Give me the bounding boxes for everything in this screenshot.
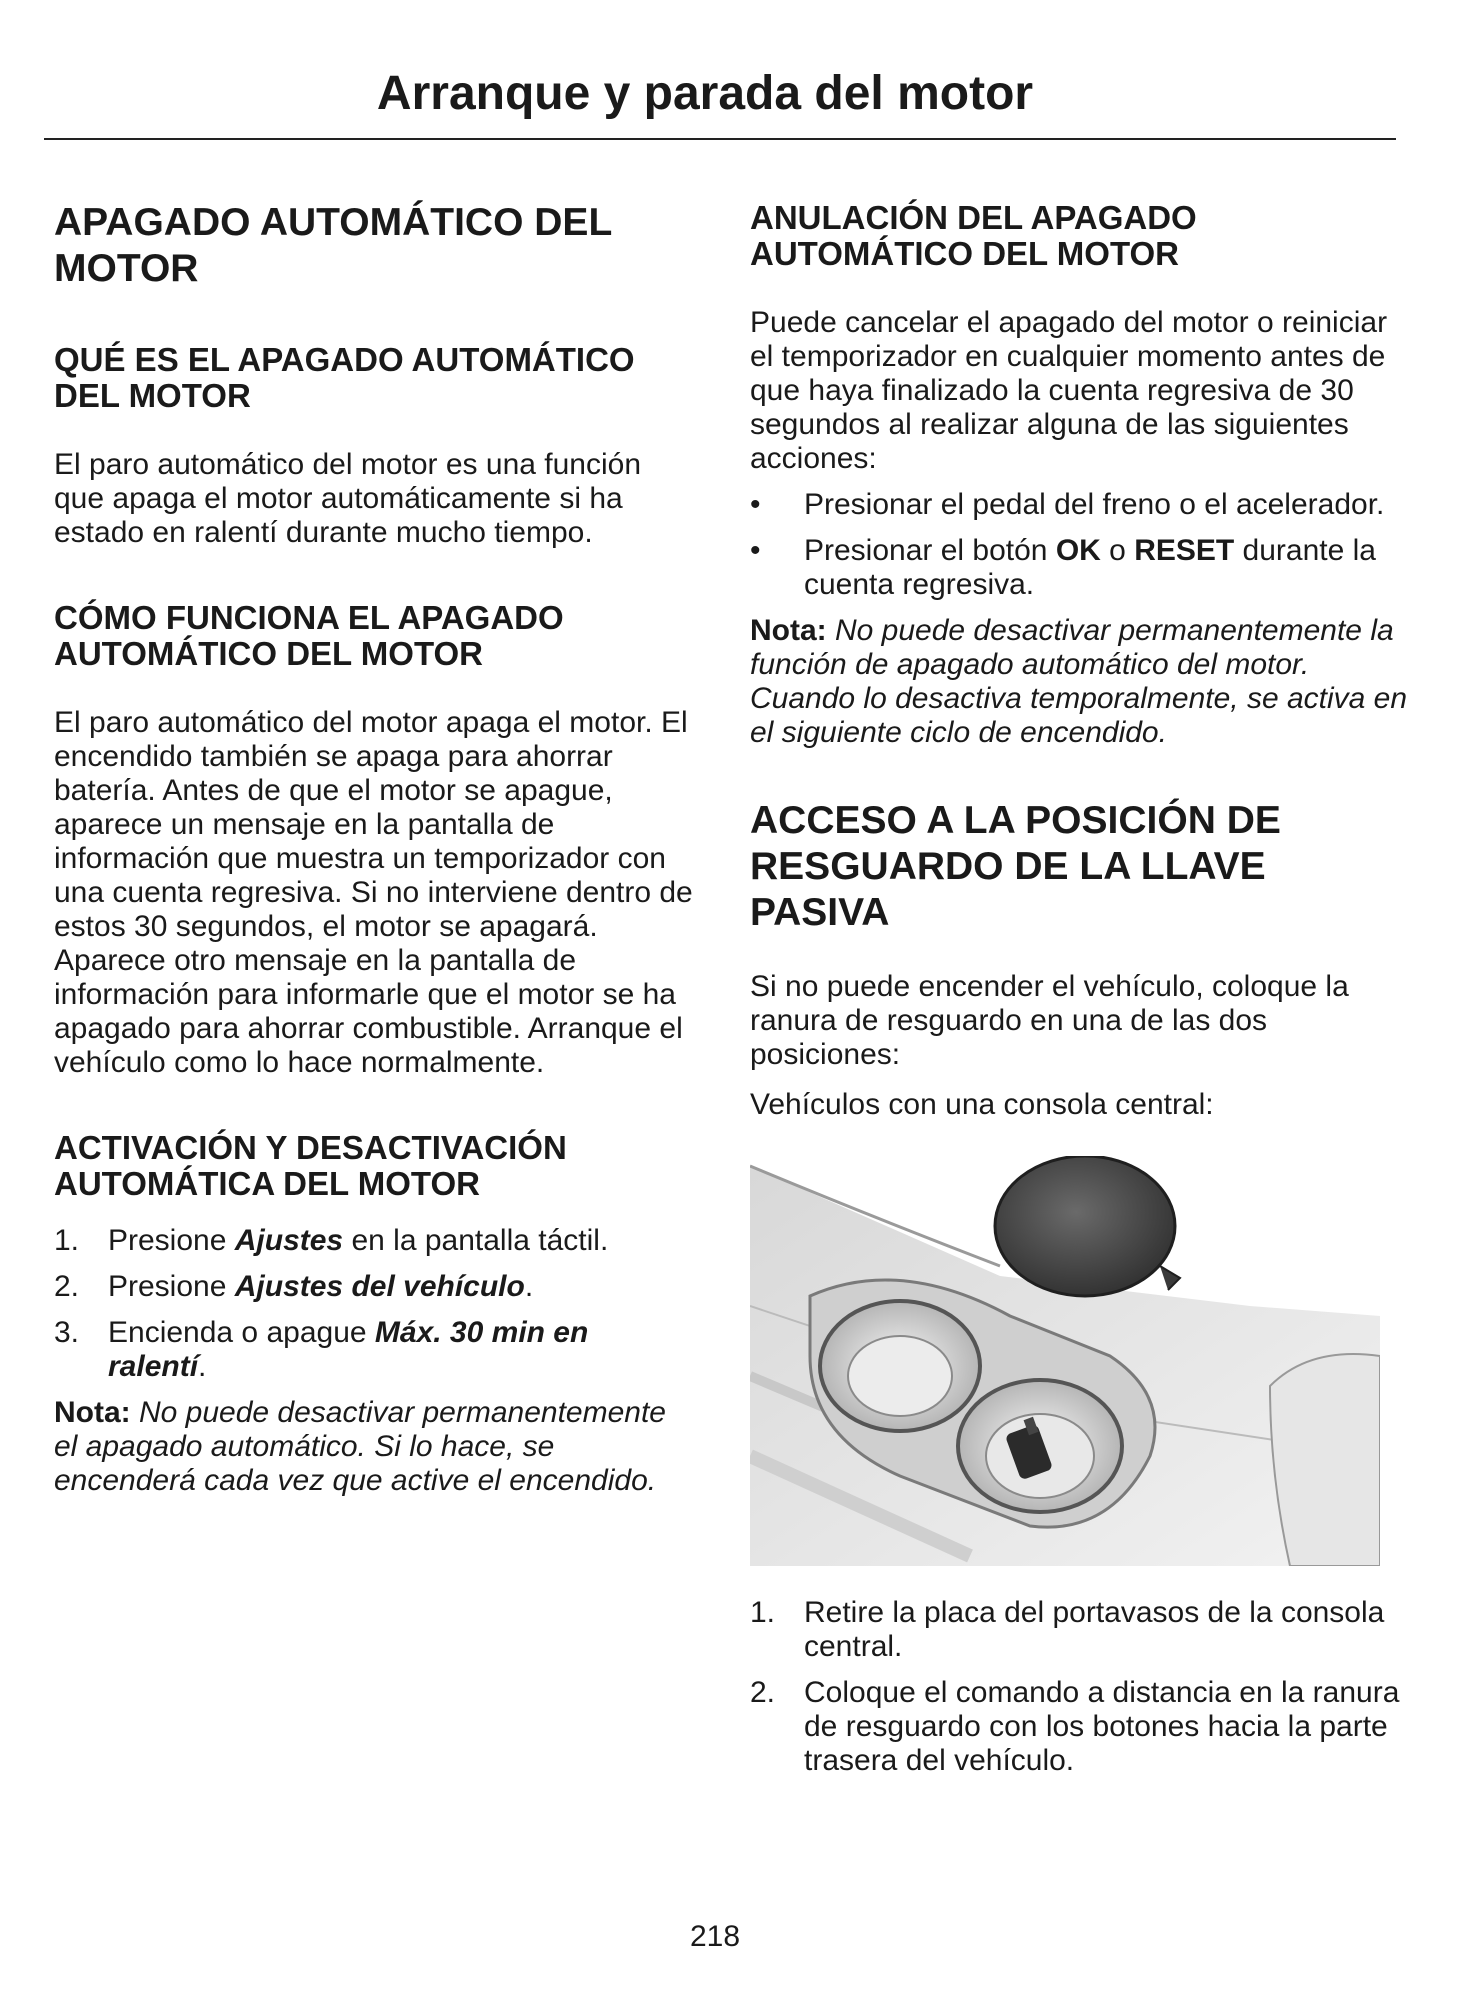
- step-text: Encienda o apague: [108, 1316, 375, 1349]
- paragraph: Puede cancelar el apagado del motor o reiniciar el temporizador en cualquier momento antes de que haya finalizado la cuenta regresiva de 30 segundos al realizar alguna de las siguientes acciones:: [750, 306, 1388, 475]
- console-cupholder-illustration: [750, 1156, 1380, 1566]
- subsection-title: QUÉ ES EL APAGADO AUTOMÁTICO DEL MOTOR: [54, 341, 635, 414]
- paragraph: El paro automático del motor apaga el motor. El encendido también se apaga para ahorrar batería. Antes de que el motor se apague, aparece un mensaje en la pantalla de información que muestra un temporizador con una cuenta regresiva. Si no interviene dentro de estos 30 segundos, el motor se apagará. Aparece otro mensaje en la pantalla de información para informarle que el motor se ha apagado para ahorrar combustible. Arranque el vehículo como lo hace normalmente.: [54, 706, 693, 1079]
- step-text: en la pantalla táctil.: [343, 1224, 609, 1257]
- step-text: Presione: [108, 1270, 235, 1303]
- step-number: 1.: [750, 1596, 776, 1629]
- step-text: Retire la placa del portavasos de la consola central.: [804, 1596, 1385, 1663]
- step-text: .: [198, 1350, 207, 1383]
- ok-button-label: OK: [1055, 534, 1101, 567]
- bullet-marker: •: [750, 488, 761, 521]
- note-text: No puede desactivar permanentemente la función de apagado automático del motor. Cuando lo desactiva temporalmente, se activa en el siguiente ciclo de encendido.: [750, 614, 1408, 749]
- step-number: 3.: [54, 1316, 80, 1349]
- note: [54, 1396, 694, 1498]
- list-item: [750, 534, 1410, 602]
- section-heading: APAGADO AUTOMÁTICO DEL MOTOR: [54, 201, 612, 290]
- subsection-title: CÓMO FUNCIONA EL APAGADO AUTOMÁTICO DEL MOTOR: [54, 599, 564, 672]
- paragraph: Vehículos con una consola central:: [750, 1088, 1214, 1121]
- step-text: Presione: [108, 1224, 235, 1257]
- page-number: 218: [689, 1920, 741, 1953]
- menu-path: Ajustes del vehículo: [234, 1270, 525, 1303]
- list-item: [54, 1316, 694, 1384]
- note: [750, 614, 1410, 750]
- bullet-text: Presionar el pedal del freno o el acelerador.: [804, 488, 1385, 521]
- note-text: No puede desactivar permanentemente el apagado automático. Si lo hace, se encenderá cada vez que active el encendido.: [54, 1396, 666, 1497]
- subsection-title: ANULACIÓN DEL APAGADO AUTOMÁTICO DEL MOTOR: [750, 199, 1197, 272]
- right-column: [750, 200, 1410, 1778]
- bullet-list: [750, 488, 1410, 602]
- list-item: [750, 1596, 1410, 1664]
- reset-button-label: RESET: [1134, 534, 1235, 567]
- list-item: [54, 1270, 694, 1304]
- note-label: Nota:: [54, 1396, 131, 1429]
- step-number: 2.: [750, 1676, 776, 1709]
- note-label: Nota:: [750, 614, 827, 647]
- left-column: [54, 200, 694, 1498]
- bullet-text: Presionar el botón: [804, 534, 1056, 567]
- menu-path: Máx. 30 min en ralentí: [108, 1316, 589, 1383]
- step-text: .: [524, 1270, 534, 1303]
- bullet-text: o: [1100, 534, 1135, 567]
- paragraph: Si no puede encender el vehículo, coloque la ranura de resguardo en una de las dos posiciones:: [750, 970, 1349, 1071]
- section-heading: ACCESO A LA POSICIÓN DE RESGUARDO DE LA LLAVE PASIVA: [750, 799, 1281, 934]
- title-divider: [44, 138, 1396, 140]
- menu-path: Ajustes: [234, 1224, 344, 1257]
- paragraph: El paro automático del motor es una función que apaga el motor automáticamente si ha estado en ralentí durante mucho tiempo.: [54, 448, 642, 549]
- step-text: Coloque el comando a distancia en la ranura de resguardo con los botones hacia la parte trasera del vehículo.: [804, 1676, 1400, 1777]
- step-number: 1.: [54, 1224, 80, 1257]
- subsection-title: ACTIVACIÓN Y DESACTIVACIÓN AUTOMÁTICA DEL MOTOR: [54, 1129, 567, 1202]
- list-item: [54, 1224, 694, 1258]
- bullet-marker: •: [750, 534, 761, 567]
- list-item: [750, 488, 1410, 522]
- page-title: Arranque y parada del motor: [376, 67, 1034, 120]
- step-number: 2.: [54, 1270, 80, 1303]
- bullet-text: durante la cuenta regresiva.: [804, 534, 1376, 601]
- steps-list: [54, 1224, 694, 1384]
- steps-list: [750, 1596, 1410, 1778]
- list-item: [750, 1676, 1410, 1778]
